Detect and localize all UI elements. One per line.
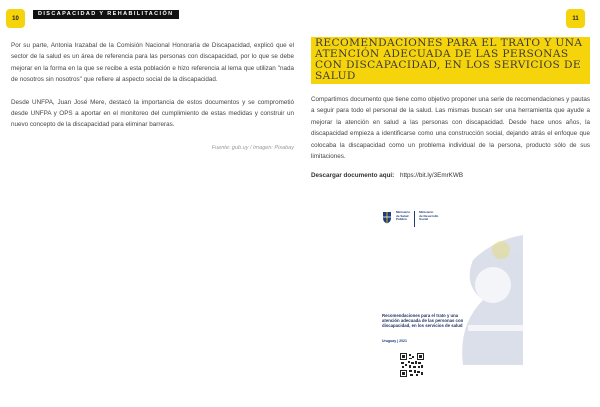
qr-code-icon — [400, 353, 424, 377]
cover-emblem-watermark — [373, 205, 523, 395]
image-source-credit: Fuente: gub.uy / Imagen: Pixabay — [211, 144, 294, 151]
page-number-left: 10 — [6, 9, 25, 28]
download-link[interactable]: https://bit.ly/3EmrKWB — [400, 172, 464, 180]
paragraph-1: Por su parte, Antonia Irazabal de la Comisión Nacional Honoraria de Discapacidad, explicó que el sector de la salud es un área de referencia para las personas con discapacidad, por lo que se debe mejorar en la forma en la que se recibe a esta población e hizo referencia al lema que utilizan "nada de nosotros sin nosotros" que refiere al aspecto social de la discapacidad. — [11, 42, 294, 84]
download-line — [311, 172, 590, 179]
cover-title: Recomendaciones para el trato y una atención adecuada de las personas con discapacidad, en los servicios de salud — [382, 313, 464, 329]
left-column — [11, 40, 294, 151]
cover-meta: Uruguay | 2021 — [382, 339, 407, 343]
page-number-right: 11 — [566, 9, 585, 28]
paragraph-2: Desde UNFPA, Juan José Mere, destacó la importancia de estos documentos y se comprometió desde UNFPA y OPS a aportar en el monitoreo del cumplimiento de estas medidas y construir un nuevo concepto de la discapacidad para eliminar barreras. — [11, 98, 294, 129]
download-label: Descargar documento aquí: — [311, 172, 395, 180]
logo-msp-text: Ministerio de Salud Pública — [396, 210, 411, 222]
article-body: Compartimos documento que tiene como objetivo proponer una serie de recomendaciones y pautas a seguir para todo el personal de la salud. Las mismas buscan ser una herramienta que ayude a mejorar la atención en salud a las personas con discapacidad. Desde hace unos años, la discapacidad empieza a identificarse como una construcción social, dejando atrás el enfoque que colocaba la discapacidad como un problema individual de la persona, producto sólo de sus limitaciones. — [311, 96, 590, 161]
article-title: RECOMENDACIONES PARA EL TRATO Y UNA ATENCIÓN ADECUADA DE LAS PERSONAS CON DISCAPACIDAD, EN LOS SERVICIOS DE SALUD — [311, 37, 590, 84]
section-tag: DISCAPACIDAD Y REHABILITACIÓN — [33, 10, 179, 19]
uruguay-shield-icon — [382, 211, 392, 224]
logo-mides-text: Ministerio de Desarrollo Social — [419, 210, 439, 222]
cover-logos — [382, 211, 472, 231]
document-cover — [373, 205, 523, 395]
logo-divider — [414, 211, 415, 227]
right-column — [311, 37, 590, 179]
